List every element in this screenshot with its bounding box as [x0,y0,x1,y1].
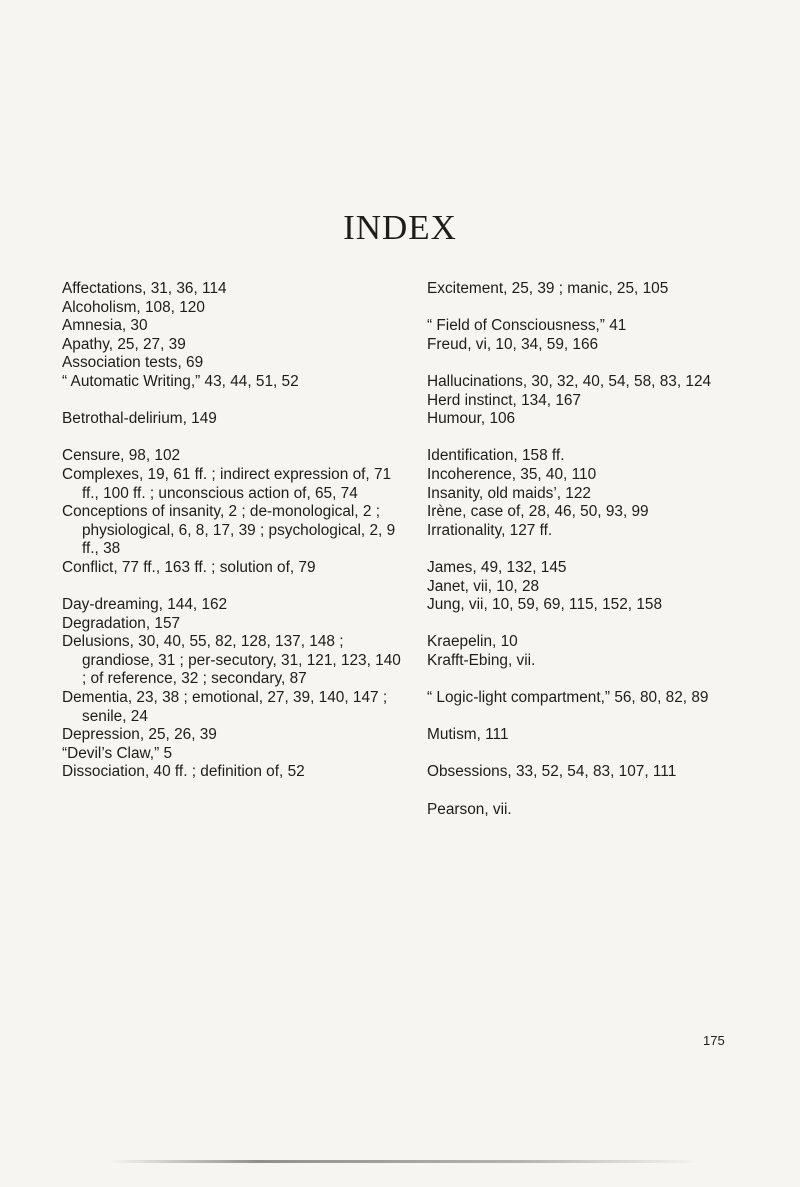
index-entry: Association tests, 69 [62,354,204,372]
index-entry: Insanity, old maids’, 122 [427,484,591,502]
index-entry: Affectations, 31, 36, 114 [62,280,227,297]
index-entry: Irène, case of, 28, 46, 50, 93, 99 [427,503,649,521]
entry-spacer [427,708,757,727]
entry-spacer [427,540,757,559]
index-entry: Apathy, 25, 27, 39 [62,335,186,353]
index-entry: Krafft-Ebing, vii. [427,651,536,669]
index-entry: Conceptions of insanity, 2 ; de-monological, 2 ; physiological, 6, 8, 17, 39 ; psychological, 2, 9 ff., 38 [62,503,396,558]
entry-spacer [427,670,757,689]
entry-spacer [427,745,757,764]
entry-spacer [62,578,402,597]
index-entry: “ Automatic Writing,” 43, 44, 51, 52 [62,372,299,390]
entry-spacer [427,299,757,318]
index-entry: “Devil’s Claw,” 5 [62,744,173,762]
index-entry: Delusions, 30, 40, 55, 82, 128, 137, 148 ; grandiose, 31 ; per-secutory, 31, 121, 123, 140 ; of reference, 32 ; secondary, 87 [62,633,401,688]
index-entry: Irrationality, 127 ff. [427,521,553,539]
index-entry: Obsessions, 33, 52, 54, 83, 107, 111 [427,763,677,781]
entry-spacer [427,354,757,373]
index-entry: Day-dreaming, 144, 162 [62,596,228,614]
index-column-left [62,280,402,782]
index-entry: Pearson, vii. [427,800,512,818]
scan-edge-rule [110,1160,700,1163]
page-title: INDEX [343,208,457,247]
index-entry: Humour, 106 [427,410,516,428]
index-entry: Kraepelin, 10 [427,633,518,651]
entry-spacer [427,615,757,634]
index-entry: Herd instinct, 134, 167 [427,391,581,409]
entry-spacer [427,782,757,801]
index-entry: Degradation, 157 [62,614,181,632]
index-entry: Conflict, 77 ff., 163 ff. ; solution of, 79 [62,558,316,576]
index-entry: Depression, 25, 26, 39 [62,726,217,744]
index-entry: “ Field of Consciousness,” 41 [427,317,627,335]
index-entry: James, 49, 132, 145 [427,558,567,576]
index-entry: Dissociation, 40 ff. ; definition of, 52 [62,763,305,781]
entry-spacer [62,429,402,448]
index-entry: Incoherence, 35, 40, 110 [427,465,597,483]
index-entry: Excitement, 25, 39 ; manic, 25, 105 [427,280,669,297]
index-entry: Hallucinations, 30, 32, 40, 54, 58, 83, 124 [427,372,712,390]
index-entry: Amnesia, 30 [62,317,148,335]
index-entry: Alcoholism, 108, 120 [62,298,205,316]
index-entry: Jung, vii, 10, 59, 69, 115, 152, 158 [427,596,663,614]
index-entry: Betrothal-delirium, 149 [62,410,217,428]
index-entry: Freud, vi, 10, 34, 59, 166 [427,335,599,353]
page-number: 175 [703,1033,725,1048]
entry-spacer [427,429,757,448]
index-column-right [427,280,757,819]
index-entry: Janet, vii, 10, 28 [427,577,540,595]
index-entry: Censure, 98, 102 [62,447,181,465]
index-entry: “ Logic-light compartment,” 56, 80, 82, 89 [427,689,709,707]
index-entry: Mutism, 111 [427,726,509,744]
index-entry: Complexes, 19, 61 ff. ; indirect expression of, 71 ff., 100 ff. ; unconscious action of, 65, 74 [62,465,392,502]
index-entry: Identification, 158 ff. [427,447,565,465]
entry-spacer [62,392,402,411]
index-entry: Dementia, 23, 38 ; emotional, 27, 39, 140, 147 ; senile, 24 [62,689,388,725]
